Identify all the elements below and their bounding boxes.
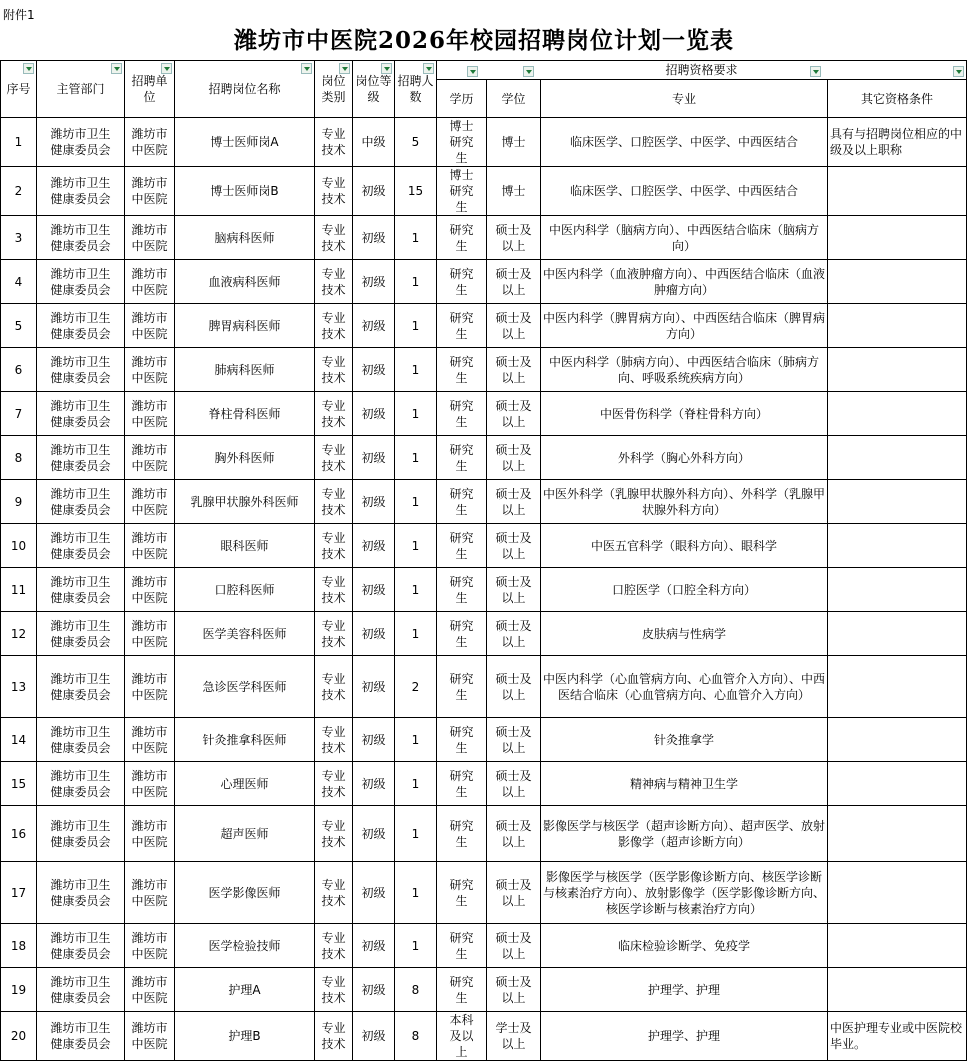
cell-education: 研究生: [437, 612, 487, 656]
cell-unit: 潍坊市中医院: [125, 718, 175, 762]
cell-count: 1: [395, 806, 437, 862]
cell-count: 1: [395, 392, 437, 436]
cell-other: [828, 216, 967, 260]
cell-unit: 潍坊市中医院: [125, 968, 175, 1012]
table-row: [1, 304, 967, 348]
cell-count: 1: [395, 260, 437, 304]
cell-post: 护理B: [175, 1012, 315, 1061]
cell-count: 8: [395, 968, 437, 1012]
cell-dept: 潍坊市卫生健康委员会: [37, 392, 125, 436]
cell-level: 初级: [353, 260, 395, 304]
cell-post: 急诊医学科医师: [175, 656, 315, 718]
cell-seq: 20: [1, 1012, 37, 1061]
cell-unit: 潍坊市中医院: [125, 392, 175, 436]
cell-dept: 潍坊市卫生健康委员会: [37, 1012, 125, 1061]
cell-major: 中医内科学（肺病方向）、中西医结合临床（肺病方向、呼吸系统疾病方向）: [541, 348, 828, 392]
table-row: [1, 216, 967, 260]
cell-education: 研究生: [437, 968, 487, 1012]
cell-seq: 15: [1, 762, 37, 806]
cell-major: 影像医学与核医学（超声诊断方向）、超声医学、放射影像学（超声诊断方向）: [541, 806, 828, 862]
cell-degree: 硕士及以上: [487, 304, 541, 348]
header-post-level[interactable]: [353, 61, 395, 118]
cell-dept: 潍坊市卫生健康委员会: [37, 524, 125, 568]
cell-post: 脊柱骨科医师: [175, 392, 315, 436]
cell-level: 初级: [353, 968, 395, 1012]
cell-dept: 潍坊市卫生健康委员会: [37, 612, 125, 656]
cell-degree: 硕士及以上: [487, 968, 541, 1012]
filter-dropdown-icon[interactable]: [523, 66, 534, 77]
cell-major: 皮肤病与性病学: [541, 612, 828, 656]
cell-degree: 博士: [487, 167, 541, 216]
header-seq-label: 序号: [6, 82, 31, 96]
cell-count: 1: [395, 216, 437, 260]
cell-education: 研究生: [437, 216, 487, 260]
cell-count: 8: [395, 1012, 437, 1061]
cell-type: 专业技术: [315, 718, 353, 762]
header-unit[interactable]: [125, 61, 175, 118]
cell-degree: 硕士及以上: [487, 260, 541, 304]
cell-education: 研究生: [437, 260, 487, 304]
header-unit-label: 招聘单位: [131, 74, 168, 104]
cell-major: 精神病与精神卫生学: [541, 762, 828, 806]
cell-level: 初级: [353, 862, 395, 924]
table-row: [1, 924, 967, 968]
cell-count: 1: [395, 762, 437, 806]
cell-dept: 潍坊市卫生健康委员会: [37, 260, 125, 304]
cell-level: 初级: [353, 924, 395, 968]
cell-type: 专业技术: [315, 612, 353, 656]
cell-seq: 4: [1, 260, 37, 304]
cell-type: 专业技术: [315, 304, 353, 348]
cell-degree: 硕士及以上: [487, 348, 541, 392]
cell-dept: 潍坊市卫生健康委员会: [37, 924, 125, 968]
cell-other: [828, 656, 967, 718]
cell-type: 专业技术: [315, 436, 353, 480]
cell-major: 中医内科学（脾胃病方向）、中西医结合临床（脾胃病方向）: [541, 304, 828, 348]
cell-seq: 18: [1, 924, 37, 968]
cell-level: 初级: [353, 216, 395, 260]
cell-count: 1: [395, 436, 437, 480]
cell-other: [828, 718, 967, 762]
cell-post: 脑病科医师: [175, 216, 315, 260]
table-row: [1, 1012, 967, 1061]
cell-post: 医学影像医师: [175, 862, 315, 924]
filter-dropdown-icon[interactable]: [381, 63, 392, 74]
filter-dropdown-icon[interactable]: [23, 63, 34, 74]
cell-level: 初级: [353, 167, 395, 216]
cell-other: [828, 304, 967, 348]
header-degree: 学位: [487, 80, 541, 118]
cell-post: 肺病科医师: [175, 348, 315, 392]
cell-other: [828, 167, 967, 216]
cell-level: 初级: [353, 718, 395, 762]
cell-other: 具有与招聘岗位相应的中级及以上职称: [828, 118, 967, 167]
cell-unit: 潍坊市中医院: [125, 480, 175, 524]
cell-unit: 潍坊市中医院: [125, 924, 175, 968]
table-row: [1, 612, 967, 656]
cell-seq: 5: [1, 304, 37, 348]
cell-type: 专业技术: [315, 568, 353, 612]
header-seq[interactable]: [1, 61, 37, 118]
recruitment-table: [0, 60, 967, 1061]
cell-seq: 7: [1, 392, 37, 436]
cell-count: 2: [395, 656, 437, 718]
header-major: 专业: [541, 80, 828, 118]
cell-seq: 8: [1, 436, 37, 480]
cell-post: 心理医师: [175, 762, 315, 806]
cell-major: 临床医学、口腔医学、中医学、中西医结合: [541, 118, 828, 167]
filter-dropdown-icon[interactable]: [301, 63, 312, 74]
cell-post: 血液病科医师: [175, 260, 315, 304]
table-row: [1, 862, 967, 924]
cell-post: 医学美容科医师: [175, 612, 315, 656]
cell-dept: 潍坊市卫生健康委员会: [37, 216, 125, 260]
cell-unit: 潍坊市中医院: [125, 216, 175, 260]
cell-seq: 9: [1, 480, 37, 524]
cell-seq: 11: [1, 568, 37, 612]
header-post-label: 招聘岗位名称: [208, 82, 281, 96]
cell-major: 护理学、护理: [541, 968, 828, 1012]
cell-type: 专业技术: [315, 480, 353, 524]
cell-dept: 潍坊市卫生健康委员会: [37, 862, 125, 924]
header-post-type-label: 岗位类别: [321, 74, 346, 104]
cell-major: 中医内科学（脑病方向）、中西医结合临床（脑病方向）: [541, 216, 828, 260]
header-dept[interactable]: [37, 61, 125, 118]
cell-unit: 潍坊市中医院: [125, 436, 175, 480]
cell-education: 研究生: [437, 392, 487, 436]
cell-level: 初级: [353, 480, 395, 524]
cell-other: [828, 762, 967, 806]
cell-type: 专业技术: [315, 118, 353, 167]
cell-unit: 潍坊市中医院: [125, 118, 175, 167]
header-requirements-label: 招聘资格要求: [665, 63, 738, 77]
cell-level: 初级: [353, 524, 395, 568]
cell-other: [828, 480, 967, 524]
cell-seq: 2: [1, 167, 37, 216]
cell-post: 眼科医师: [175, 524, 315, 568]
table-row: [1, 260, 967, 304]
table-row: [1, 480, 967, 524]
cell-other: [828, 924, 967, 968]
cell-seq: 6: [1, 348, 37, 392]
cell-unit: 潍坊市中医院: [125, 806, 175, 862]
cell-count: 1: [395, 348, 437, 392]
table-row: [1, 718, 967, 762]
cell-major: 中医内科学（血液肿瘤方向）、中西医结合临床（血液肿瘤方向）: [541, 260, 828, 304]
cell-type: 专业技术: [315, 924, 353, 968]
filter-dropdown-icon[interactable]: [467, 66, 478, 77]
cell-type: 专业技术: [315, 762, 353, 806]
cell-seq: 19: [1, 968, 37, 1012]
cell-level: 初级: [353, 568, 395, 612]
header-post-level-label: 岗位等级: [355, 74, 392, 104]
cell-dept: 潍坊市卫生健康委员会: [37, 806, 125, 862]
cell-unit: 潍坊市中医院: [125, 167, 175, 216]
cell-post: 乳腺甲状腺外科医师: [175, 480, 315, 524]
cell-dept: 潍坊市卫生健康委员会: [37, 480, 125, 524]
cell-dept: 潍坊市卫生健康委员会: [37, 436, 125, 480]
cell-level: 初级: [353, 762, 395, 806]
cell-unit: 潍坊市中医院: [125, 1012, 175, 1061]
cell-type: 专业技术: [315, 806, 353, 862]
cell-unit: 潍坊市中医院: [125, 304, 175, 348]
cell-education: 研究生: [437, 524, 487, 568]
cell-education: 博士研究生: [437, 167, 487, 216]
cell-type: 专业技术: [315, 656, 353, 718]
page-title: 潍坊市中医院2026年校园招聘岗位计划一览表: [233, 27, 734, 54]
cell-degree: 硕士及以上: [487, 806, 541, 862]
table-row: [1, 348, 967, 392]
table-row: [1, 118, 967, 167]
cell-major: 影像医学与核医学（医学影像诊断方向、核医学诊断与核素治疗方向）、放射影像学（医学影像诊断方向、核医学诊断与核素治疗方向）: [541, 862, 828, 924]
cell-level: 初级: [353, 1012, 395, 1061]
cell-seq: 13: [1, 656, 37, 718]
cell-other: [828, 968, 967, 1012]
table-row: [1, 392, 967, 436]
cell-level: 初级: [353, 348, 395, 392]
cell-seq: 14: [1, 718, 37, 762]
header-count-label: 招聘人数: [397, 74, 434, 104]
cell-count: 1: [395, 480, 437, 524]
cell-other: [828, 612, 967, 656]
cell-degree: 硕士及以上: [487, 480, 541, 524]
cell-major: 口腔医学（口腔全科方向）: [541, 568, 828, 612]
cell-other: [828, 524, 967, 568]
cell-post: 超声医师: [175, 806, 315, 862]
cell-dept: 潍坊市卫生健康委员会: [37, 656, 125, 718]
cell-major: 针灸推拿学: [541, 718, 828, 762]
cell-post: 脾胃病科医师: [175, 304, 315, 348]
filter-dropdown-icon[interactable]: [423, 63, 434, 74]
cell-count: 15: [395, 167, 437, 216]
cell-type: 专业技术: [315, 862, 353, 924]
cell-degree: 硕士及以上: [487, 524, 541, 568]
cell-education: 研究生: [437, 436, 487, 480]
cell-count: 1: [395, 524, 437, 568]
cell-count: 1: [395, 862, 437, 924]
cell-count: 1: [395, 304, 437, 348]
cell-other: [828, 436, 967, 480]
cell-major: 外科学（胸心外科方向）: [541, 436, 828, 480]
cell-level: 初级: [353, 806, 395, 862]
cell-degree: 硕士及以上: [487, 568, 541, 612]
cell-post: 医学检验技师: [175, 924, 315, 968]
cell-post: 博士医师岗B: [175, 167, 315, 216]
cell-degree: 硕士及以上: [487, 862, 541, 924]
cell-level: 初级: [353, 656, 395, 718]
cell-type: 专业技术: [315, 392, 353, 436]
cell-education: 研究生: [437, 304, 487, 348]
cell-education: 本科及以上: [437, 1012, 487, 1061]
cell-type: 专业技术: [315, 260, 353, 304]
cell-level: 初级: [353, 304, 395, 348]
cell-seq: 16: [1, 806, 37, 862]
cell-unit: 潍坊市中医院: [125, 862, 175, 924]
header-count[interactable]: [395, 61, 437, 118]
cell-degree: 硕士及以上: [487, 762, 541, 806]
cell-type: 专业技术: [315, 1012, 353, 1061]
cell-level: 初级: [353, 436, 395, 480]
header-other: 其它资格条件: [828, 80, 967, 118]
cell-major: 临床检验诊断学、免疫学: [541, 924, 828, 968]
cell-type: 专业技术: [315, 216, 353, 260]
cell-major: 临床医学、口腔医学、中医学、中西医结合: [541, 167, 828, 216]
cell-level: 中级: [353, 118, 395, 167]
cell-unit: 潍坊市中医院: [125, 612, 175, 656]
cell-other: [828, 806, 967, 862]
cell-dept: 潍坊市卫生健康委员会: [37, 968, 125, 1012]
cell-education: 研究生: [437, 568, 487, 612]
cell-degree: 硕士及以上: [487, 656, 541, 718]
filter-dropdown-icon[interactable]: [339, 63, 350, 74]
cell-seq: 10: [1, 524, 37, 568]
cell-unit: 潍坊市中医院: [125, 656, 175, 718]
cell-education: 研究生: [437, 862, 487, 924]
cell-dept: 潍坊市卫生健康委员会: [37, 718, 125, 762]
cell-post: 口腔科医师: [175, 568, 315, 612]
cell-other: [828, 392, 967, 436]
cell-unit: 潍坊市中医院: [125, 524, 175, 568]
table-row: [1, 762, 967, 806]
cell-major: 中医外科学（乳腺甲状腺外科方向）、外科学（乳腺甲状腺外科方向）: [541, 480, 828, 524]
cell-type: 专业技术: [315, 348, 353, 392]
cell-count: 1: [395, 612, 437, 656]
cell-level: 初级: [353, 612, 395, 656]
cell-degree: 硕士及以上: [487, 612, 541, 656]
cell-dept: 潍坊市卫生健康委员会: [37, 167, 125, 216]
cell-degree: 硕士及以上: [487, 924, 541, 968]
cell-unit: 潍坊市中医院: [125, 260, 175, 304]
table-row: [1, 568, 967, 612]
cell-seq: 17: [1, 862, 37, 924]
table-row: [1, 524, 967, 568]
filter-dropdown-icon[interactable]: [111, 63, 122, 74]
cell-post: 护理A: [175, 968, 315, 1012]
cell-major: 护理学、护理: [541, 1012, 828, 1061]
cell-count: 5: [395, 118, 437, 167]
cell-degree: 硕士及以上: [487, 216, 541, 260]
cell-education: 研究生: [437, 348, 487, 392]
cell-dept: 潍坊市卫生健康委员会: [37, 348, 125, 392]
cell-unit: 潍坊市中医院: [125, 762, 175, 806]
cell-education: 研究生: [437, 656, 487, 718]
header-education: 学历: [437, 80, 487, 118]
cell-count: 1: [395, 568, 437, 612]
cell-post: 胸外科医师: [175, 436, 315, 480]
cell-degree: 学士及以上: [487, 1012, 541, 1061]
cell-post: 针灸推拿科医师: [175, 718, 315, 762]
cell-level: 初级: [353, 392, 395, 436]
cell-dept: 潍坊市卫生健康委员会: [37, 568, 125, 612]
cell-other: [828, 348, 967, 392]
cell-other: [828, 260, 967, 304]
cell-type: 专业技术: [315, 968, 353, 1012]
cell-degree: 博士: [487, 118, 541, 167]
attachment-label: 附件1: [3, 8, 35, 22]
cell-unit: 潍坊市中医院: [125, 568, 175, 612]
table-row: [1, 806, 967, 862]
cell-type: 专业技术: [315, 524, 353, 568]
cell-education: 研究生: [437, 806, 487, 862]
table-row: [1, 968, 967, 1012]
cell-education: 研究生: [437, 718, 487, 762]
table-row: [1, 436, 967, 480]
cell-education: 研究生: [437, 924, 487, 968]
cell-education: 研究生: [437, 480, 487, 524]
header-dept-label: 主管部门: [56, 82, 105, 96]
table-row: [1, 167, 967, 216]
cell-major: 中医骨伤科学（脊柱骨科方向）: [541, 392, 828, 436]
filter-dropdown-icon[interactable]: [810, 66, 821, 77]
filter-dropdown-icon[interactable]: [953, 66, 964, 77]
cell-major: 中医内科学（心血管病方向、心血管介入方向）、中西医结合临床（心血管病方向、心血管介入方向）: [541, 656, 828, 718]
cell-degree: 硕士及以上: [487, 718, 541, 762]
cell-degree: 硕士及以上: [487, 436, 541, 480]
filter-dropdown-icon[interactable]: [161, 63, 172, 74]
cell-dept: 潍坊市卫生健康委员会: [37, 304, 125, 348]
cell-post: 博士医师岗A: [175, 118, 315, 167]
cell-education: 研究生: [437, 762, 487, 806]
cell-count: 1: [395, 924, 437, 968]
cell-dept: 潍坊市卫生健康委员会: [37, 762, 125, 806]
cell-seq: 3: [1, 216, 37, 260]
cell-type: 专业技术: [315, 167, 353, 216]
header-post-type[interactable]: [315, 61, 353, 118]
cell-other: [828, 568, 967, 612]
header-requirements[interactable]: [437, 61, 967, 80]
cell-dept: 潍坊市卫生健康委员会: [37, 118, 125, 167]
cell-education: 博士研究生: [437, 118, 487, 167]
cell-seq: 1: [1, 118, 37, 167]
cell-count: 1: [395, 718, 437, 762]
cell-other: [828, 862, 967, 924]
cell-seq: 12: [1, 612, 37, 656]
table-row: [1, 656, 967, 718]
cell-unit: 潍坊市中医院: [125, 348, 175, 392]
cell-major: 中医五官科学（眼科方向）、眼科学: [541, 524, 828, 568]
cell-other: 中医护理专业或中医院校毕业。: [828, 1012, 967, 1061]
cell-degree: 硕士及以上: [487, 392, 541, 436]
header-post[interactable]: [175, 61, 315, 118]
